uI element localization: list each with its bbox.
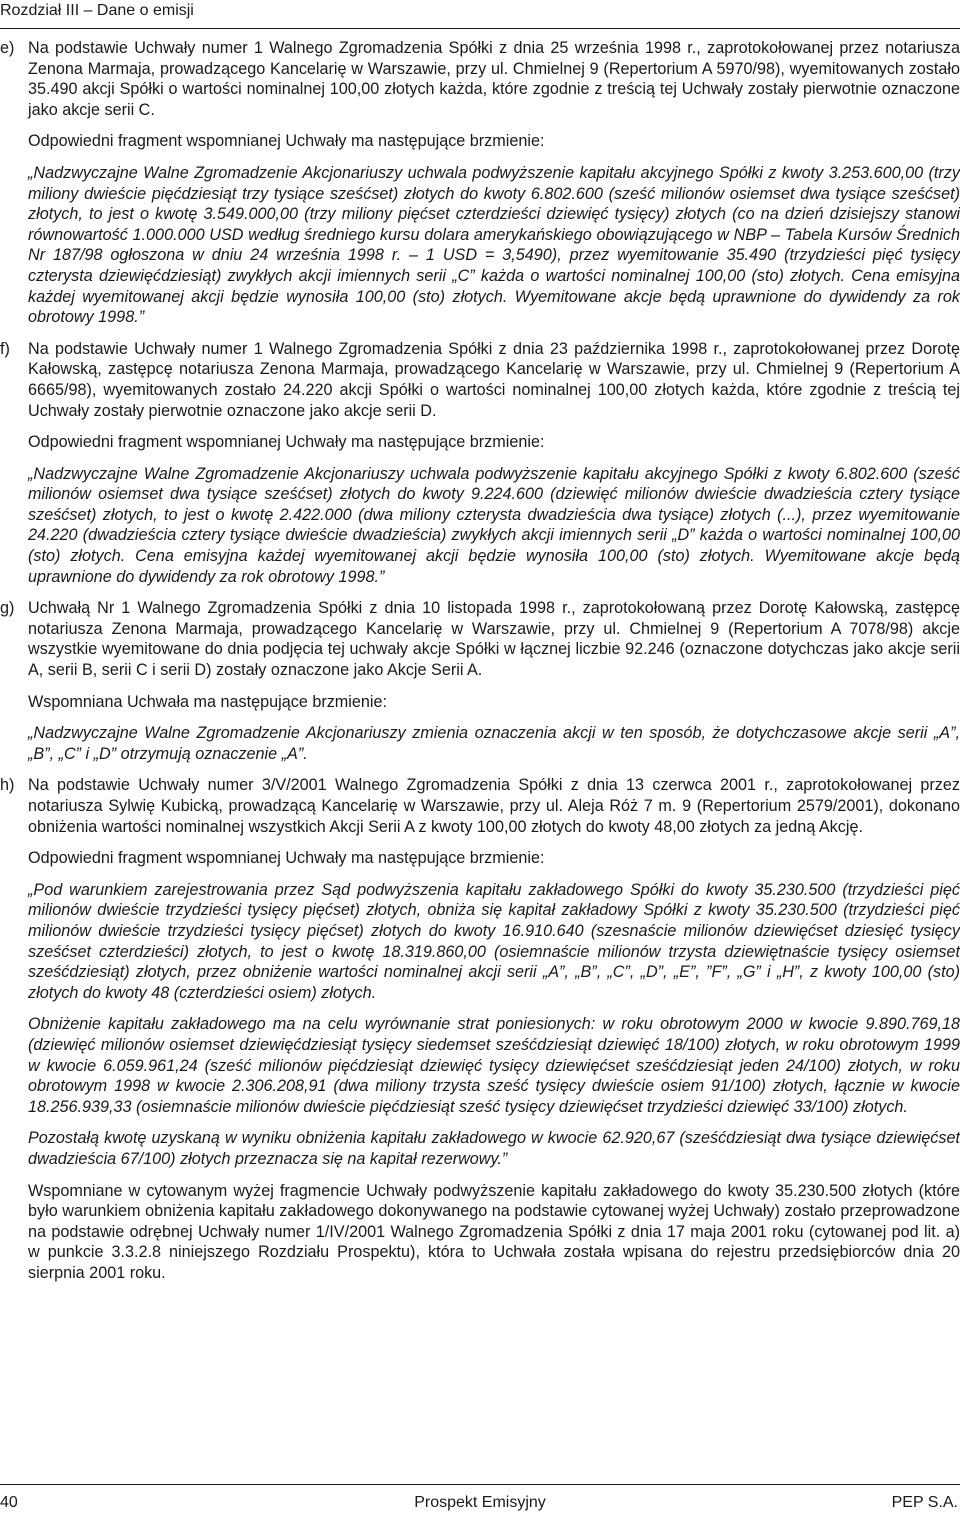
page-header (0, 0, 960, 30)
document-body (0, 38, 960, 1292)
list-item-f (0, 339, 960, 588)
list-item-h (0, 775, 960, 1283)
quote-paragraph: „Pod warunkiem zarejestrowania przez Sąd podwyższenia kapitału zakładowego Spółki do kwoty 35.230.500 (trzydzieści pięć milionów dwieście trzydzieści tysięcy pięćset) złotych, obniża się kapitał zakładowy Spółki z kwoty 35.230.500 (trzydzieści pięć milionów dwieście trzydzieści tysięcy pięćset) złotych do kwoty 16.910.640 (szesnaście milionów dziewięćset dziesięć tysięcy sześćset czterdzieści) złotych, to jest o kwotę 18.319.860,00 (osiemnaście milionów trzysta dziewiętnaście tysięcy osiemset sześćdziesiąt) złotych, przez obniżenie wartości nominalnej akcji serii „A”, „B”, „C”, „D”, „E”, ”F”, „G” i „H”, z kwoty 100,00 (sto) złotych do kwoty 48 (czterdzieści osiem) złotych. (28, 880, 960, 1002)
paragraph: Na podstawie Uchwały numer 3/V/2001 Walnego Zgromadzenia Spółki z dnia 13 czerwca 2001 r., zaprotokołowanej przez notariusza Sylwię Kubicką, prowadzącą Kancelarię w Warszawie, przy ul. Aleja Róż 7 m. 9 (Repertorium 2579/2001), dokonano obniżenia wartości nominalnej wszystkich Akcji Serii A z kwoty 100,00 złotych do kwoty 48,00 złotych za jedną Akcję. (28, 776, 960, 836)
paragraph: Wspomniana Uchwała ma następujące brzmienie: (28, 692, 387, 711)
quote-paragraph: „Nadzwyczajne Walne Zgromadzenie Akcjonariuszy zmienia oznaczenia akcji w ten sposób, że dotychczasowe akcje serii „A”, „B”, „C” i „D” otrzymują oznaczenie „A”. (28, 724, 960, 763)
item-marker: g) (0, 599, 15, 618)
quote-paragraph: „Nadzwyczajne Walne Zgromadzenie Akcjonariuszy uchwala podwyższenie kapitału akcyjnego Spółki z kwoty 3.253.600,00 (trzy miliony dwieście pięćdziesiąt trzy tysiące sześćset) złotych do kwoty 6.802.600 (sześć milionów osiemset dwa tysiące sześćset) złotych, to jest o kwotę 3.549.000,00 (trzy miliony pięćset czterdzieści dziewięć tysięcy) złotych (co na dzień dzisiejszy stanowi równowartość 1.000.000 USD według średniego kursu dolara amerykańskiego obowiązującego w NBP – Tabela Kursów Średnich Nr 187/98 ogłoszona w dniu 24 września 1998 r. – 1 USD = 3,5490), przez wyemitowanie 35.490 (trzydzieści pięć tysięcy czterysta dziewięćdziesiąt) zwykłych akcji imiennych serii „C” każda o wartości nominalnej 100,00 (sto) złotych. Cena emisyjna każdej wyemitowanej akcji będzie wynosiła 100,00 (sto) złotych. Wyemitowane akcje będą uprawnione do dywidendy za rok obrotowy 1998.” (28, 163, 960, 327)
list-item-e (0, 38, 960, 328)
paragraph: Wspomniane w cytowanym wyżej fragmencie Uchwały podwyższenie kapitału zakładowego do kwoty 35.230.500 złotych (które było warunkiem obniżenia kapitału zakładowego dokonywanego na podstawie cytowanej wyżej Uchwały) zostało przeprowadzone na podstawie odrębnej Uchwały numer 1/IV/2001 Walnego Zgromadzenia Spółki z dnia 17 maja 2001 roku (cytowanej pod lit. a) w punkcie 3.3.2.8 niniejszego Rozdziału Prospektu), która to Uchwała została wpisana do rejestru przedsiębiorców dnia 20 sierpnia 2001 roku. (28, 1181, 960, 1282)
list-item-g (0, 598, 960, 764)
paragraph: Uchwałą Nr 1 Walnego Zgromadzenia Spółki z dnia 10 listopada 1998 r., zaprotokołowaną przez Dorotę Kałowską, zastępcę notariusza Zenona Marmaja, prowadzącego Kancelarię w Warszawie, przy ul. Chmielnej 9 (Repertorium A 7078/98) akcje wszystkie wyemitowane do dnia podjęcia tej uchwały akcje Spółki w łącznej liczbie 92.246 (oznaczone dotychczas jako akcje serii A, serii B, serii C i serii D) zostały oznaczone jako Akcje Serii A. (28, 599, 960, 680)
section-title: Rozdział III – Dane o emisji (0, 2, 194, 19)
footer-document-title: Prospekt Emisyjny (414, 1494, 546, 1511)
paragraph: Na podstawie Uchwały numer 1 Walnego Zgromadzenia Spółki z dnia 25 września 1998 r., zaprotokołowanej przez notariusza Zenona Marmaja, prowadzącego Kancelarię w Warszawie, przy ul. Chmielnej 9 (Repertorium A 5970/98), wyemitowanych zostało 35.490 akcji Spółki o wartości nominalnej 100,00 złotych każda, które zgodnie z treścią tej Uchwały zostały pierwotnie oznaczone jako akcje serii C. (28, 39, 960, 119)
item-marker: h) (0, 776, 15, 795)
page-number: 40 (0, 1494, 18, 1511)
item-marker: e) (0, 39, 15, 57)
paragraph: Odpowiedni fragment wspomnianej Uchwały ma następujące brzmienie: (28, 849, 545, 868)
quote-paragraph: Obniżenie kapitału zakładowego ma na celu wyrównanie strat poniesionych: w roku obrotowym 2000 w kwocie 9.890.769,18 (dziewięć milionów osiemset dziewięćdziesiąt tysięcy siedemset sześćdziesiąt dziewięć 18/100) złotych, w roku obrotowym 1999 w kwocie 6.059.961,24 (sześć milionów pięćdziesiąt dziewięć tysięcy dziewięćset sześćdziesiąt jeden 24/100) złotych, w roku obrotowym 1998 w kwocie 2.306.208,91 (dwa miliony trzysta sześć tysięcy dwieście osiem 91/100) złotych, łącznie w kwocie 18.256.939,33 (osiemnaście milionów dwieście pięćdziesiąt sześć tysięcy dziewięćset trzydzieści dziewięć 33/100) złotych. (28, 1015, 960, 1116)
paragraph: Odpowiedni fragment wspomnianej Uchwały ma następujące brzmienie: (28, 433, 545, 452)
footer-company-name: PEP S.A. (891, 1494, 958, 1511)
paragraph: Odpowiedni fragment wspomnianej Uchwały ma następujące brzmienie: (28, 132, 545, 151)
quote-paragraph: Pozostałą kwotę uzyskaną w wyniku obniżenia kapitału zakładowego w kwocie 62.920,67 (sześćdziesiąt dwa tysiące dziewięćset dwadzieścia 67/100) złotych przeznacza się na kapitał rezerwowy.” (28, 1129, 960, 1168)
paragraph: Na podstawie Uchwały numer 1 Walnego Zgromadzenia Spółki z dnia 23 października 1998 r., zaprotokołowanej przez Dorotę Kałowską, zastępcę notariusza Zenona Marmaja, prowadzącego Kancelarię w Warszawie, przy ul. Chmielnej 9 (Repertorium A 6665/98), wyemitowanych zostało 24.220 akcji Spółki o wartości nominalnej 100,00 złotych każda, które zgodnie z treścią tej Uchwały zostały pierwotnie oznaczone jako akcje serii D. (28, 339, 960, 420)
header-divider (0, 28, 960, 29)
quote-paragraph: „Nadzwyczajne Walne Zgromadzenie Akcjonariuszy uchwala podwyższenie kapitału akcyjnego Spółki z kwoty 6.802.600 (sześć milionów osiemset dwa tysiące sześćset) złotych do kwoty 9.224.600 (dziewięć milionów dwieście dwadzieścia cztery tysiące sześćset) złotych, to jest o kwotę 2.422.000 (dwa miliony czterysta dwadzieścia dwa tysiące) złotych (...), przez wyemitowanie 24.220 (dwadzieścia cztery tysiące dwieście dwadzieścia) zwykłych akcji imiennych serii „D” każda o wartości nominalnej 100,00 (sto) złotych. Cena emisyjna każdej wyemitowanej akcji będzie wynosiła 100,00 (sto) złotych. Wyemitowane akcje będą uprawnione do dywidendy za rok obrotowy 1998.” (28, 464, 960, 586)
item-marker: f) (0, 339, 10, 358)
page-footer (0, 1484, 960, 1516)
footer-divider (0, 1484, 960, 1485)
